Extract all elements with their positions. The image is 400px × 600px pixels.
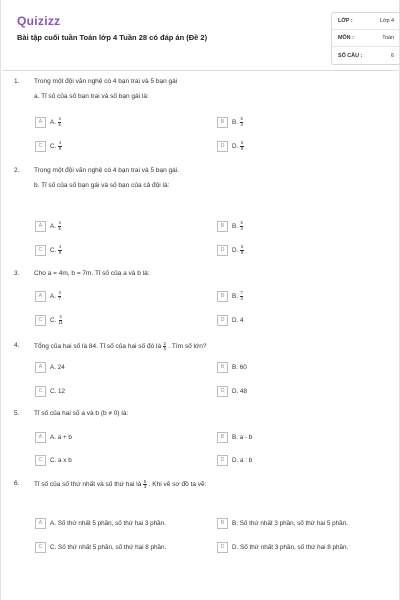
answer-letter-box[interactable]: A [35, 362, 46, 373]
answer-option-a[interactable] [35, 290, 61, 302]
fraction [58, 141, 61, 151]
answer-text [50, 117, 61, 127]
question-text-part: Tổng của hai số là 84. Tỉ số của hai số đó là [34, 343, 162, 351]
question-number: 2. [14, 167, 20, 174]
answer-letter-box[interactable]: C [35, 315, 46, 326]
answer-label: A. Số thứ nhất 5 phần, số thứ hai 3 phần. [50, 519, 166, 527]
quizizz-logo: Quizizz [17, 14, 61, 28]
answer-label: B. [232, 222, 238, 230]
answer-letter-box[interactable]: A [35, 291, 46, 302]
answer-letter-box[interactable]: D [217, 245, 228, 256]
fraction [58, 221, 61, 231]
answer-text [232, 221, 243, 231]
worksheet-title: Bài tập cuối tuần Toán lớp 4 Tuần 28 có đáp án (Đề 2) [17, 33, 208, 42]
answer-letter-box[interactable]: B [217, 221, 228, 232]
answer-letter-box[interactable]: C [35, 245, 46, 256]
answer-option-c[interactable] [35, 314, 63, 326]
answer-letter-box[interactable]: B [217, 291, 228, 302]
fraction [58, 117, 61, 127]
fraction-denominator: 11 [58, 319, 63, 325]
answer-label: B. 60 [232, 363, 247, 371]
answer-label: C. Số thứ nhất 5 phần, số thứ hai 8 phần. [50, 543, 167, 551]
answer-label: D. Số thứ nhất 3 phần, số thứ hai 8 phần. [232, 543, 349, 551]
answer-letter-box[interactable]: D [217, 386, 228, 397]
question-number: 1. [14, 78, 20, 85]
answer-letter-box[interactable]: D [217, 315, 228, 326]
answer-option-c[interactable] [35, 454, 72, 466]
answer-text [232, 544, 348, 551]
answer-label: A. 24 [50, 363, 65, 371]
fraction-numerator: 4 [58, 244, 62, 250]
answer-letter-box[interactable]: B [217, 432, 228, 443]
fraction-numerator: 4 [58, 290, 61, 296]
answer-label: D. a : b [232, 456, 253, 464]
fraction-numerator: 5 [240, 116, 243, 122]
answer-label: B. Số thứ nhất 3 phần, số thứ hai 5 phần. [232, 519, 348, 527]
meta-label: MÔN : [338, 35, 354, 41]
fraction [58, 245, 61, 255]
answer-label: A. [50, 222, 56, 230]
fraction-denominator: 5 [58, 225, 61, 231]
answer-label: C. a x b [50, 456, 72, 464]
fraction-numerator: 5 [240, 244, 244, 250]
answer-label: C. 12 [50, 387, 66, 395]
fraction-denominator: 7 [58, 295, 61, 301]
fraction [143, 480, 146, 490]
answer-option-a[interactable] [35, 361, 65, 373]
answer-text [50, 141, 62, 151]
answer-label: C. [50, 246, 57, 254]
question-text: a. Tỉ số của số bạn trai và số bạn gái là: [34, 93, 149, 100]
fraction [163, 342, 166, 352]
answer-text [50, 520, 166, 527]
answer-text [232, 317, 244, 324]
answer-text [232, 141, 244, 151]
fraction-denominator: 4 [240, 225, 243, 231]
answer-label: C. [50, 316, 57, 324]
answer-text [50, 364, 65, 371]
answer-text [50, 291, 61, 301]
fraction-denominator: 4 [240, 121, 243, 127]
answer-letter-box[interactable]: C [35, 386, 46, 397]
answer-label: A. [50, 118, 56, 126]
answer-text [50, 315, 63, 325]
answer-letter-box[interactable]: B [217, 117, 228, 128]
answer-option-a[interactable] [35, 220, 61, 232]
answer-option-a[interactable] [35, 517, 166, 529]
answer-option-b[interactable] [217, 220, 243, 232]
answer-text [50, 457, 72, 464]
fraction [240, 141, 243, 151]
answer-letter-box[interactable]: C [35, 455, 46, 466]
answer-label: B. a - b [232, 433, 253, 441]
answer-label: D. 4 [232, 316, 244, 324]
question-text: Trong một đội văn nghệ có 4 bạn trai và 5 bạn gái [34, 78, 178, 85]
header-divider [3, 70, 398, 71]
answer-label: D. 48 [232, 387, 248, 395]
answer-option-b[interactable] [217, 431, 252, 443]
fraction-numerator: 2 [163, 341, 166, 346]
answer-label: C. [50, 142, 57, 150]
question-number: 3. [14, 270, 20, 277]
fraction-numerator: 4 [58, 116, 61, 122]
question-text: Cho a = 4m, b = 7m. Tỉ số của a và b là: [34, 270, 150, 277]
answer-letter-box[interactable]: C [35, 542, 46, 553]
fraction-denominator: 5 [58, 121, 61, 127]
answer-label: D. [232, 142, 239, 150]
meta-row-count [332, 47, 400, 64]
answer-text [232, 457, 252, 464]
answer-text [232, 364, 247, 371]
answer-text [50, 434, 72, 441]
answer-option-d[interactable] [217, 385, 247, 397]
fraction-numerator: 5 [240, 220, 243, 226]
answer-option-b[interactable] [217, 290, 243, 302]
answer-letter-box[interactable]: A [35, 518, 46, 529]
answer-text [232, 388, 247, 395]
answer-option-d[interactable] [217, 314, 244, 326]
answer-text [50, 544, 166, 551]
fraction [240, 245, 243, 255]
answer-option-b[interactable] [217, 517, 348, 529]
answer-letter-box[interactable]: B [217, 518, 228, 529]
answer-letter-box[interactable]: B [217, 362, 228, 373]
fraction-numerator: 4 [58, 140, 62, 146]
answer-text [50, 388, 65, 395]
answer-text [232, 291, 243, 301]
fraction-numerator: 5 [240, 140, 244, 146]
answer-option-b[interactable] [217, 116, 243, 128]
answer-letter-box[interactable]: A [35, 221, 46, 232]
answer-label: B. [232, 292, 238, 300]
question-text-part: . Tìm số lớn? [168, 343, 207, 351]
fraction-denominator: 9 [240, 249, 244, 255]
fraction-denominator: 3 [143, 484, 147, 490]
fraction [240, 291, 243, 301]
fraction [58, 291, 61, 301]
meta-label: SỐ CÂU : [338, 52, 363, 59]
question-text: b. Tỉ số của số bạn gái và số bạn của cả đội là: [34, 182, 170, 189]
answer-text [232, 434, 252, 441]
fraction-numerator: 5 [143, 479, 147, 484]
fraction-numerator: 4 [59, 314, 62, 320]
fraction [58, 315, 62, 325]
question-text: Trong một đội văn nghệ có 4 bạn trai và 5 bạn gái. [34, 167, 180, 174]
answer-letter-box[interactable]: A [35, 117, 46, 128]
answer-text [50, 221, 61, 231]
answer-text [50, 245, 62, 255]
answer-text [232, 520, 348, 527]
question-number: 5. [14, 410, 20, 417]
answer-option-d[interactable] [217, 140, 244, 152]
meta-label: LỚP : [338, 18, 353, 24]
answer-text [232, 245, 244, 255]
answer-option-a[interactable] [35, 431, 72, 443]
answer-option-b[interactable] [217, 361, 247, 373]
meta-value: 6 [391, 52, 394, 59]
fraction [240, 117, 243, 127]
answer-option-a[interactable] [35, 116, 61, 128]
fraction-numerator: 4 [58, 220, 61, 226]
fraction-numerator: 7 [240, 290, 243, 296]
fraction-denominator: 9 [240, 145, 244, 151]
fraction-denominator: 9 [58, 145, 62, 151]
answer-letter-box[interactable]: D [217, 455, 228, 466]
answer-letter-box[interactable]: C [35, 141, 46, 152]
fraction [240, 221, 243, 231]
answer-option-c[interactable] [35, 541, 166, 553]
question-text-part: Tỉ số của số thứ nhất và số thứ hai là [34, 481, 142, 489]
question-text-part: . Khi vẽ sơ đồ ta vẽ: [148, 481, 207, 489]
answer-option-d[interactable] [217, 541, 348, 553]
answer-letter-box[interactable]: A [35, 432, 46, 443]
fraction-denominator: 5 [163, 346, 166, 352]
answer-label: B. [232, 118, 238, 126]
question-number: 4. [14, 342, 20, 349]
fraction-denominator: 4 [240, 295, 243, 301]
answer-option-c[interactable] [35, 244, 62, 256]
answer-label: A. a + b [50, 433, 72, 441]
meta-row-grade [332, 13, 400, 30]
question-text: Tỉ số của hai số a và b (b ≠ 0) là: [34, 410, 129, 417]
answer-label: D. [232, 246, 239, 254]
worksheet-header [13, 12, 394, 68]
answer-label: A. [50, 292, 56, 300]
answer-letter-box[interactable]: D [217, 542, 228, 553]
fraction-denominator: 9 [58, 249, 62, 255]
answer-option-c[interactable] [35, 140, 62, 152]
meta-value: Lớp 4 [379, 18, 394, 24]
meta-row-subject [332, 30, 400, 47]
meta-box [331, 12, 400, 65]
answer-letter-box[interactable]: D [217, 141, 228, 152]
question-text [34, 480, 206, 490]
question-text [34, 342, 207, 352]
question-number: 6. [14, 480, 20, 487]
meta-value: Toán [382, 35, 394, 41]
answer-option-d[interactable] [217, 454, 252, 466]
answer-text [232, 117, 243, 127]
answer-option-c[interactable] [35, 385, 65, 397]
answer-option-d[interactable] [217, 244, 244, 256]
